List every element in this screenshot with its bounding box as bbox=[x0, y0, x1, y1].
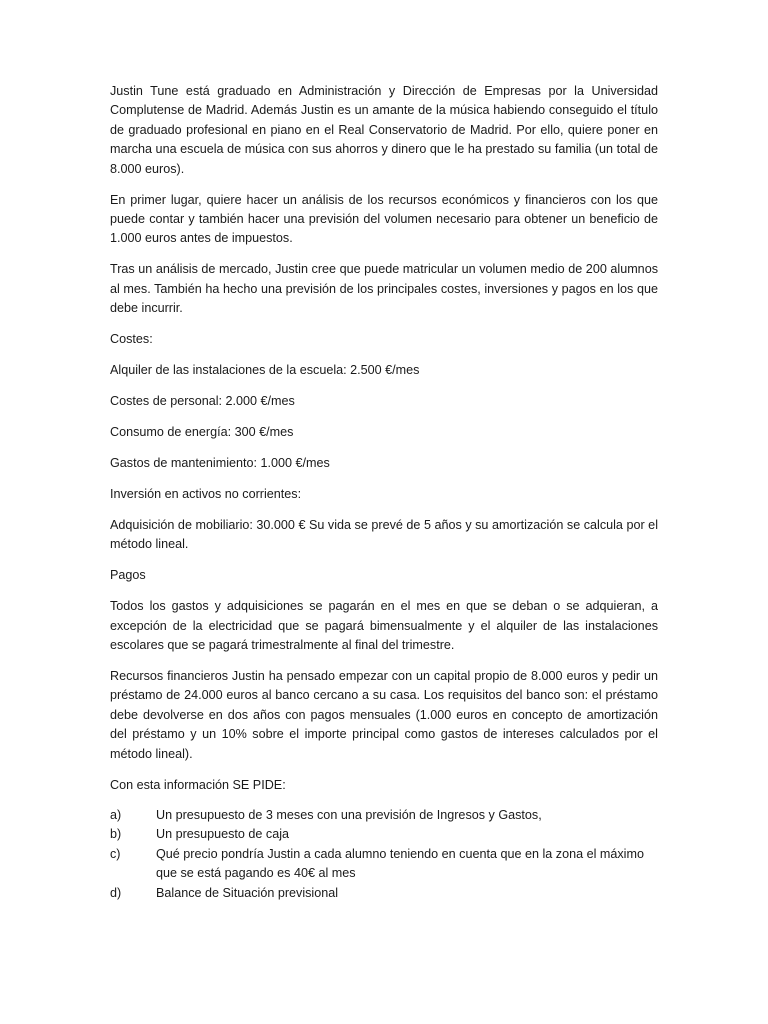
inversion-mobiliario: Adquisición de mobiliario: 30.000 € Su vida se prevé de 5 años y su amortización se calcula por el método lineal. bbox=[110, 517, 658, 552]
inversion-heading: Inversión en activos no corrientes: bbox=[110, 486, 302, 501]
pagos-paragraph: Todos los gastos y adquisiciones se pagarán en el mes en que se deban o se adquieran, a excepción de la electricidad que se pagará bimensualmente y el alquiler de las instalaciones escolares que se pagará trimestralmente al final del trimestre. bbox=[110, 599, 658, 653]
cost-alquiler: Alquiler de las instalaciones de la escuela: 2.500 €/mes bbox=[110, 362, 420, 377]
pagos-heading: Pagos bbox=[110, 568, 146, 583]
analysis-paragraph: En primer lugar, quiere hacer un análisis de los recursos económicos y financieros con los que puede contar y también hacer una previsión del volumen necesario para obtener un beneficio de 1.000 euros antes de impuestos. bbox=[110, 192, 658, 246]
recursos-paragraph: Recursos financieros Justin ha pensado empezar con un capital propio de 8.000 euros y pedir un préstamo de 24.000 euros al banco cercano a su casa. Los requisitos del banco son: el préstamo debe devolverse en dos años con pagos mensuales (1.000 euros en concepto de amortización del préstamo y un 10% sobre el importe principal como gastos de intereses calculados por el método lineal). bbox=[110, 669, 658, 761]
list-item bbox=[110, 825, 658, 844]
se-pide-heading: Con esta información SE PIDE: bbox=[110, 777, 286, 792]
list-item-text: Qué precio pondría Justin a cada alumno teniendo en cuenta que en la zona el máximo que se está pagando es 40€ al mes bbox=[156, 846, 644, 881]
cost-mantenimiento: Gastos de mantenimiento: 1.000 €/mes bbox=[110, 455, 330, 470]
list-item bbox=[110, 845, 658, 884]
list-item-text: Balance de Situación previsional bbox=[156, 885, 339, 900]
cost-personal: Costes de personal: 2.000 €/mes bbox=[110, 393, 295, 408]
cost-energia: Consumo de energía: 300 €/mes bbox=[110, 424, 294, 439]
list-marker: a) bbox=[110, 807, 122, 822]
costes-heading: Costes: bbox=[110, 331, 153, 346]
list-marker: b) bbox=[110, 827, 122, 842]
market-paragraph: Tras un análisis de mercado, Justin cree que puede matricular un volumen medio de 200 alumnos al mes. También ha hecho una previsión de los principales costes, inversiones y pagos en los que debe incurrir. bbox=[110, 262, 658, 316]
list-marker: d) bbox=[110, 885, 122, 900]
list-item bbox=[110, 806, 658, 825]
document-page bbox=[110, 82, 658, 903]
list-item-text: Un presupuesto de caja bbox=[156, 827, 290, 842]
list-item bbox=[110, 884, 658, 903]
list-item-text: Un presupuesto de 3 meses con una previsión de Ingresos y Gastos, bbox=[156, 807, 542, 822]
list-marker: c) bbox=[110, 846, 121, 861]
question-list bbox=[110, 806, 658, 903]
intro-paragraph: Justin Tune está graduado en Administración y Dirección de Empresas por la Universidad Complutense de Madrid. Además Justin es un amante de la música habiendo conseguido el título de graduado profesional en piano en el Real Conservatorio de Madrid. Por ello, quiere poner en marcha una escuela de música con sus ahorros y dinero que le ha prestado su familia (un total de 8.000 euros). bbox=[110, 84, 658, 176]
